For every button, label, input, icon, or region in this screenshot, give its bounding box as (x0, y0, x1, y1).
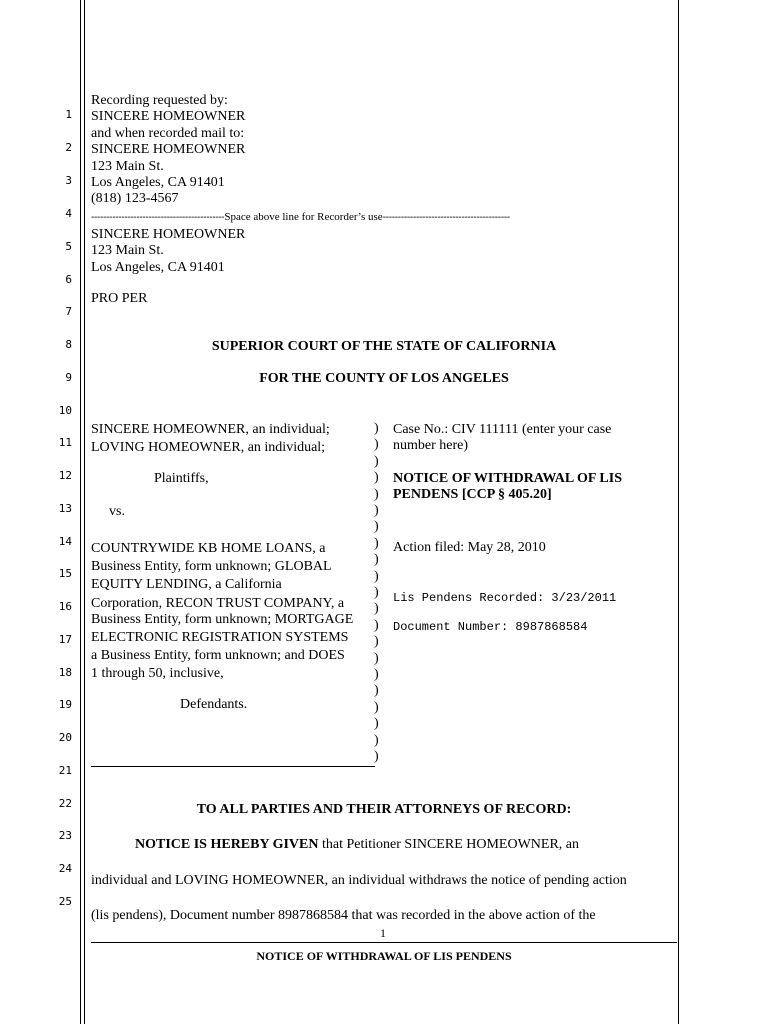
paren: ) (374, 585, 379, 600)
line-number: 17 (58, 633, 72, 646)
line-number: 4 (65, 207, 72, 220)
paren: ) (374, 519, 379, 534)
paren: ) (374, 733, 379, 748)
notice-title-line: PENDENS [CCP § 405.20] (393, 487, 552, 502)
filer-line: 123 Main St. (91, 243, 164, 258)
recording-line: Los Angeles, CA 91401 (91, 175, 225, 190)
page-number: 1 (380, 926, 386, 940)
county-title: FOR THE COUNTY OF LOS ANGELES (259, 371, 509, 386)
line-number: 6 (65, 273, 72, 286)
recording-line: SINCERE HOMEOWNER (91, 142, 246, 157)
paren: ) (374, 618, 379, 633)
paren: ) (374, 536, 379, 551)
document-number: Document Number: 8987868584 (393, 620, 588, 634)
right-margin-line (678, 0, 679, 1024)
pro-per: PRO PER (91, 291, 148, 306)
line-number: 12 (58, 469, 72, 482)
filer-line: Los Angeles, CA 91401 (91, 260, 225, 275)
notice-text: that Petitioner SINCERE HOMEOWNER, an (318, 837, 580, 852)
paren: ) (374, 700, 379, 715)
line-number: 20 (58, 731, 72, 744)
recording-line: (818) 123-4567 (91, 191, 179, 206)
line-number: 5 (65, 240, 72, 253)
paren: ) (374, 487, 379, 502)
paren: ) (374, 470, 379, 485)
line-number: 3 (65, 174, 72, 187)
line-number: 7 (65, 305, 72, 318)
line-number: 18 (58, 666, 72, 679)
to-all-parties-heading: TO ALL PARTIES AND THEIR ATTORNEYS OF RECORD: (196, 802, 572, 817)
line-number: 25 (58, 895, 72, 908)
line-number: 24 (58, 862, 72, 875)
line-number: 10 (58, 404, 72, 417)
case-number-line: Case No.: CIV 111111 (enter your case (393, 422, 612, 437)
recorder-separator (91, 208, 678, 226)
versus-label: vs. (109, 504, 125, 519)
line-number: 2 (65, 141, 72, 154)
paren: ) (374, 749, 379, 764)
recording-line: Recording requested by: (91, 93, 228, 108)
caption-underline (91, 766, 375, 767)
notice-bold: NOTICE IS HEREBY GIVEN (135, 837, 319, 852)
line-number: 14 (58, 535, 72, 548)
paren: ) (374, 634, 379, 649)
line-number: 8 (65, 338, 72, 351)
separator-text: Space above line for Recorder’s use (224, 211, 383, 223)
line-number: 16 (58, 600, 72, 613)
separator-dashes-right: ------------------------------------------ (382, 212, 510, 223)
defendant-line: EQUITY LENDING, a California (91, 577, 282, 592)
paren: ) (374, 437, 379, 452)
line-number: 22 (58, 797, 72, 810)
case-number-line: number here) (393, 438, 469, 453)
plaintiffs-label: Plaintiffs, (154, 471, 209, 486)
left-margin-line-1 (80, 0, 81, 1024)
line-number: 23 (58, 829, 72, 842)
line-number: 1 (65, 108, 72, 121)
left-margin-line-2 (84, 0, 85, 1024)
filer-line: SINCERE HOMEOWNER (91, 227, 246, 242)
defendant-line: 1 through 50, inclusive, (91, 666, 224, 681)
recording-line: SINCERE HOMEOWNER (91, 109, 246, 124)
line-number: 19 (58, 698, 72, 711)
footer-rule (91, 942, 677, 943)
defendant-line: Business Entity, form unknown; GLOBAL (91, 559, 332, 574)
action-filed: Action filed: May 28, 2010 (393, 540, 546, 555)
paren: ) (374, 601, 379, 616)
defendant-line: a Business Entity, form unknown; and DOES (91, 648, 345, 663)
notice-title-line: NOTICE OF WITHDRAWAL OF LIS (393, 471, 622, 486)
court-title: SUPERIOR COURT OF THE STATE OF CALIFORNIA (211, 339, 557, 354)
line-number: 9 (65, 371, 72, 384)
paren: ) (374, 503, 379, 518)
paren: ) (374, 651, 379, 666)
notice-paragraph-line-3: (lis pendens), Document number 8987868584 that was recorded in the above action of the (91, 908, 596, 923)
defendant-line: COUNTRYWIDE KB HOME LOANS, a (91, 541, 326, 556)
footer-title: NOTICE OF WITHDRAWAL OF LIS PENDENS (256, 949, 512, 963)
plaintiff-line: LOVING HOMEOWNER, an individual; (91, 440, 326, 455)
line-number: 21 (58, 764, 72, 777)
paren: ) (374, 454, 379, 469)
paren: ) (374, 683, 379, 698)
defendant-line: Corporation, RECON TRUST COMPANY, a (91, 596, 345, 611)
paren: ) (374, 552, 379, 567)
plaintiff-line: SINCERE HOMEOWNER, an individual; (91, 422, 330, 437)
recording-line: 123 Main St. (91, 159, 164, 174)
recording-line: and when recorded mail to: (91, 126, 245, 141)
paren: ) (374, 667, 379, 682)
line-number: 11 (58, 436, 72, 449)
paren: ) (374, 716, 379, 731)
defendant-line: ELECTRONIC REGISTRATION SYSTEMS (91, 630, 349, 645)
defendants-label: Defendants. (180, 697, 248, 712)
lis-pendens-recorded: Lis Pendens Recorded: 3/23/2011 (393, 591, 617, 605)
notice-paragraph-line-1 (135, 837, 579, 853)
line-number: 13 (58, 502, 72, 515)
paren: ) (374, 569, 379, 584)
separator-dashes-left: -------------------------------------------- (91, 212, 225, 223)
defendant-line: Business Entity, form unknown; MORTGAGE (91, 612, 354, 627)
line-number: 15 (58, 567, 72, 580)
paren: ) (374, 421, 379, 436)
notice-paragraph-line-2: individual and LOVING HOMEOWNER, an individual withdraws the notice of pending action (91, 873, 627, 888)
